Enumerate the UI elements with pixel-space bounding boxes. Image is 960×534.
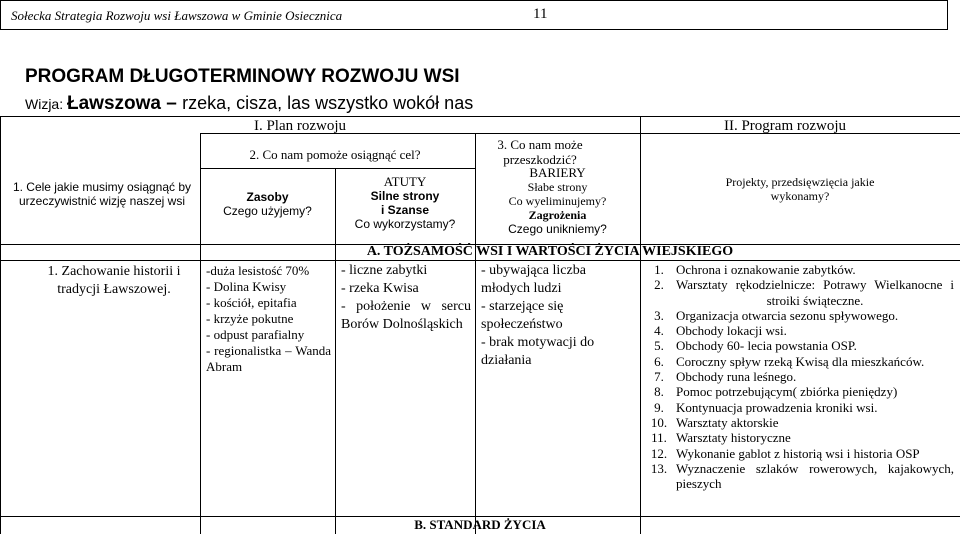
list-item: -duża lesistość 70%: [206, 263, 310, 278]
atuty-subtitle-opportunities: i Szanse: [380, 203, 430, 217]
grid-line: [200, 168, 475, 169]
grid-line: [640, 116, 641, 534]
page-header: [0, 0, 948, 30]
project-item: [642, 430, 954, 445]
vision-statement: [25, 93, 473, 115]
project-text: Obchody 60- lecia powstania OSP.: [676, 338, 857, 354]
bariery-list: [481, 262, 621, 370]
question-obstacles: 3. Co nam może przeszkodzić?: [497, 137, 583, 167]
zasoby-title: Zasoby: [246, 190, 289, 204]
zasoby-list: [206, 263, 331, 375]
project-number: 1.: [654, 262, 664, 277]
grid-line: [0, 116, 1, 534]
list-item: - krzyże pokutne: [206, 311, 294, 326]
vision-rest: rzeka, cisza, las wszystko wokół nas: [182, 93, 474, 113]
project-text: Warsztaty historyczne: [676, 430, 791, 446]
vision-village: Ławszowa –: [67, 93, 183, 114]
vision-prefix: Wizja:: [25, 96, 67, 112]
list-item: - Dolina Kwisy: [206, 279, 287, 294]
question-goals: 1. Cele jakie musimy osiągnąć by urzeczywistnić wizję naszej wsi: [12, 180, 192, 208]
list-item: - rzeka Kwisa: [341, 281, 419, 296]
goal-history: 1. Zachowanie historii i tradycji Ławszowej.: [47, 264, 181, 297]
list-item: - regionalistka – Wanda Abram: [206, 343, 331, 374]
project-item: [642, 369, 954, 384]
header-title: Sołecka Strategia Rozwoju wsi Ławszowa w Gminie Osiecznica: [11, 8, 343, 23]
project-number: 8.: [654, 384, 664, 400]
project-item: [642, 338, 954, 353]
project-number: 3.: [654, 307, 664, 323]
grid-line: [0, 260, 960, 261]
atuty-question: Co wykorzystamy?: [354, 217, 456, 231]
project-text: Warsztaty rękodzielnicze: Potrawy Wielkanocne i stroiki świąteczne.: [676, 277, 954, 308]
section-a-title: A. TOŻSAMOŚĆ WSI I WARTOŚCI ŻYCIA WIEJSKIEGO: [366, 244, 734, 259]
bariery-subtitle-weaknesses: Słabe strony: [527, 180, 588, 194]
question-help: 2. Co nam pomoże osiągnąć cel?: [249, 147, 421, 162]
list-item: - kościół, epitafia: [206, 295, 297, 310]
project-item: [642, 461, 954, 492]
project-text: Warsztaty aktorskie: [676, 414, 779, 430]
grid-line: [0, 116, 960, 117]
zasoby-header: [200, 190, 335, 218]
project-item: [642, 400, 954, 415]
project-text: Wyznaczenie szlaków rowerowych, kajakowych, pieszych: [676, 460, 954, 492]
projects-header: Projekty, przedsięwzięcia jakie wykonamy?: [725, 175, 875, 203]
project-item: [642, 308, 954, 323]
list-item: - odpust parafialny: [206, 327, 305, 342]
bariery-title: BARIERY: [529, 165, 586, 180]
document-title: PROGRAM DŁUGOTERMINOWY ROZWOJU WSI: [25, 66, 460, 87]
plan-header: I. Plan rozwoju: [253, 118, 347, 134]
project-number: 11.: [651, 430, 667, 446]
project-text: Organizacja otwarcia sezonu spływowego.: [676, 307, 899, 323]
section-b-title: B. STANDARD ŻYCIA: [414, 517, 546, 532]
zasoby-subtitle: Czego użyjemy?: [223, 204, 312, 218]
atuty-list: [341, 262, 471, 334]
project-item: [642, 262, 954, 277]
project-text: Obchody lokacji wsi.: [676, 323, 787, 339]
project-item: [642, 277, 954, 308]
list-item: - starzejące się społeczeństwo: [481, 299, 564, 332]
atuty-subtitle-strengths: Silne strony: [370, 189, 440, 203]
project-number: 13.: [650, 460, 668, 476]
project-number: 4.: [654, 323, 664, 339]
bariery-question: Co wyeliminujemy?: [508, 194, 607, 208]
project-item: [642, 323, 954, 338]
project-number: 9.: [654, 399, 664, 415]
bariery-subtitle-threats: Zagrożenia: [528, 208, 587, 222]
project-number: 5.: [654, 338, 664, 354]
project-item: [642, 415, 954, 430]
project-item: [642, 446, 954, 461]
list-item: - liczne zabytki: [341, 263, 428, 278]
project-text: Wykonanie gablot z historią wsi i historia OSP: [676, 445, 920, 461]
bariery-avoid-question: Czego unikniemy?: [508, 222, 607, 236]
project-number: 2.: [654, 277, 664, 293]
list-item: - brak motywacji do działania: [481, 335, 595, 368]
project-number: 6.: [654, 353, 664, 369]
project-text: Pomoc potrzebującym( zbiórka pieniędzy): [676, 384, 898, 400]
list-item: - położenie w sercu Borów Dolnośląskich: [341, 299, 471, 332]
atuty-title: ATUTY: [383, 174, 427, 189]
page-number: 11: [533, 6, 548, 22]
project-item: [642, 384, 954, 399]
project-text: Obchody runa leśnego.: [676, 369, 797, 385]
projects-list: [642, 262, 954, 491]
list-item: - ubywająca liczba młodych ludzi: [481, 263, 586, 296]
project-text: Kontynuacja prowadzenia kroniki wsi.: [676, 399, 878, 415]
program-header: II. Program rozwoju: [723, 118, 847, 134]
project-text: Coroczny spływ rzeką Kwisą dla mieszkańców.: [676, 353, 925, 369]
bariery-header: [475, 166, 640, 236]
project-item: [642, 354, 954, 369]
project-number: 10.: [650, 414, 668, 430]
atuty-header: [335, 175, 475, 231]
project-text: Ochrona i oznakowanie zabytków.: [676, 262, 856, 277]
project-number: 7.: [654, 369, 664, 385]
project-number: 12.: [650, 445, 668, 461]
